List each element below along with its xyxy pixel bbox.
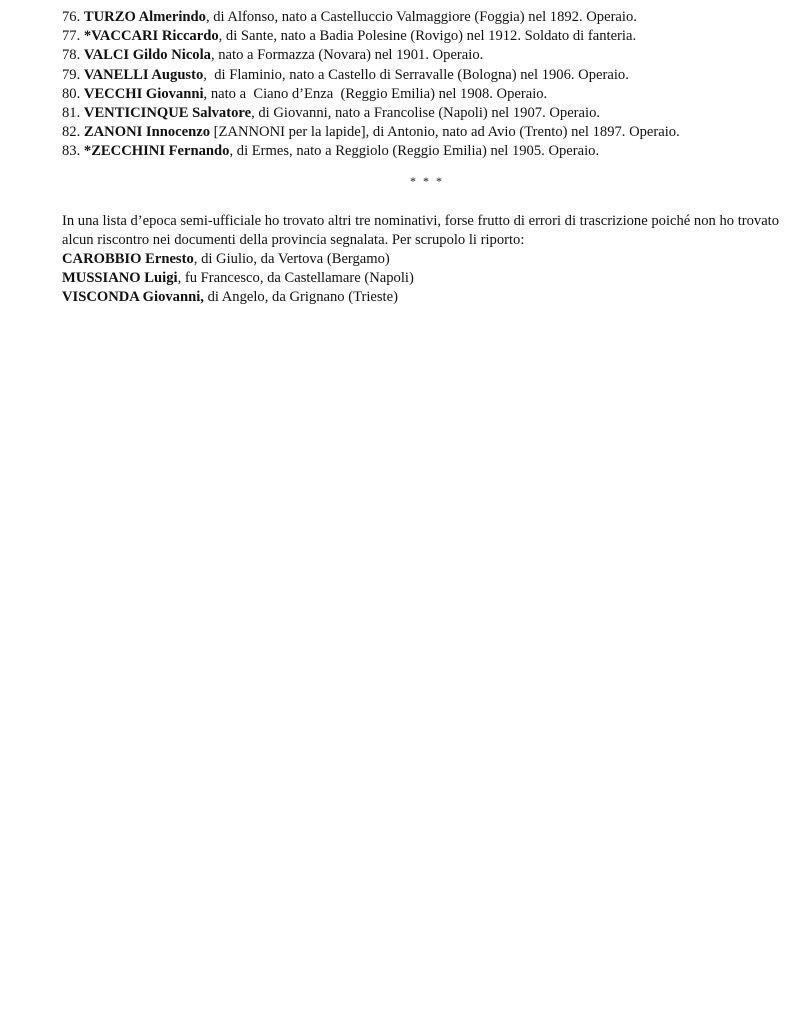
document-page [62, 8, 792, 308]
section-separator: * * * [410, 173, 444, 188]
entry-details: , di Giovanni, nato a Francolise (Napoli) nel 1907. Operaio. [251, 105, 601, 122]
entry-number: 82. [62, 124, 81, 141]
list-item [62, 142, 792, 161]
extra-name: CAROBBIO Ernesto [62, 251, 194, 268]
extra-name-item [62, 250, 792, 269]
list-item [62, 46, 792, 65]
entry-number: 78. [62, 47, 81, 64]
entry-name: *ZECCHINI Fernando [83, 143, 230, 160]
entry-name: *VACCARI Riccardo [83, 28, 219, 45]
extra-name: MUSSIANO Luigi [62, 270, 178, 287]
list-item [62, 66, 792, 85]
entry-number: 83. [62, 143, 81, 160]
list-item [62, 104, 792, 123]
list-item [62, 8, 792, 27]
entry-number: 80. [62, 85, 81, 102]
extra-name-item [62, 288, 792, 307]
extra-name-item [62, 269, 792, 288]
note-paragraph: In una lista d’epoca semi-ufficiale ho trovato altri tre nominativi, forse frutto di errori di trascrizione poiché non ho trovato alcun riscontro nei documenti della provincia segnalata. Per scrupolo li riporto: [62, 212, 780, 248]
entry-details: , di Sante, nato a Badia Polesine (Rovigo) nel 1912. Soldato di fanteria. [218, 28, 637, 45]
entry-number: 81. [62, 105, 81, 122]
entry-number: 79. [62, 66, 81, 83]
entry-name: VENTICINQUE Salvatore [83, 105, 252, 122]
list-item [62, 123, 792, 142]
entry-details: , di Ermes, nato a Reggiolo (Reggio Emilia) nel 1905. Operaio. [229, 143, 600, 160]
entry-number: 77. [62, 28, 81, 45]
entry-name: ZANONI Innocenzo [83, 124, 210, 141]
entry-number: 76. [62, 9, 81, 25]
entry-details: [ZANNONI per la lapide], di Antonio, nato ad Avio (Trento) nel 1897. Operaio. [210, 124, 680, 141]
entry-name: VANELLI Augusto [83, 66, 204, 83]
extra-name: VISCONDA Giovanni, [62, 289, 204, 306]
entry-name: VALCI Gildo Nicola [83, 47, 211, 64]
extra-details: di Angelo, da Grignano (Trieste) [203, 289, 398, 306]
entry-name: VECCHI Giovanni [83, 85, 204, 102]
list-item [62, 27, 792, 46]
extra-details: , fu Francesco, da Castellamare (Napoli) [177, 270, 414, 287]
entry-details: , di Alfonso, nato a Castelluccio Valmaggiore (Foggia) nel 1892. Operaio. [205, 9, 637, 25]
extra-details: , di Giulio, da Vertova (Bergamo) [193, 251, 390, 268]
entry-name: TURZO Almerindo [83, 9, 206, 25]
entry-details: , di Flaminio, nato a Castello di Serravalle (Bologna) nel 1906. Operaio. [203, 66, 629, 83]
entry-details: , nato a Ciano d’Enza (Reggio Emilia) nel 1908. Operaio. [203, 85, 548, 102]
list-item [62, 85, 792, 104]
entry-details: , nato a Formazza (Novara) nel 1901. Operaio. [210, 47, 484, 64]
